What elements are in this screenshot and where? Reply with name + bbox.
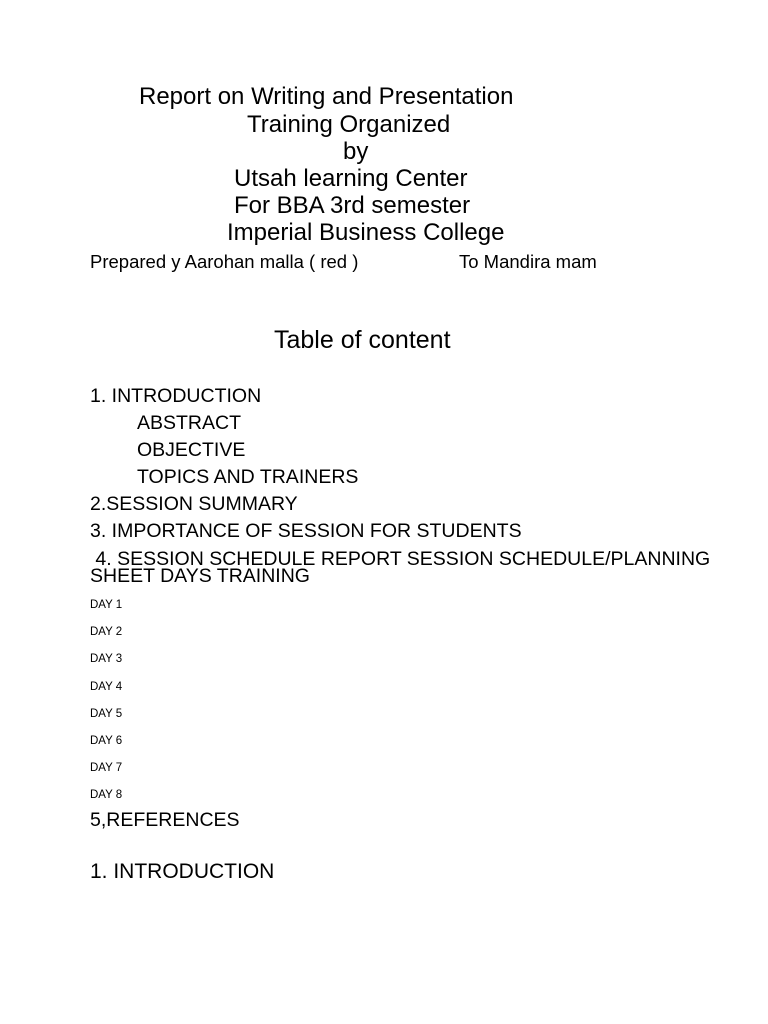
toc-item-introduction: 1. INTRODUCTION: [90, 385, 262, 407]
day-item-8: DAY 8: [90, 789, 123, 801]
toc-item-abstract: ABSTRACT: [137, 412, 242, 434]
prepared-by: Prepared y Aarohan malla ( red ): [90, 251, 359, 272]
prepared-to: To Mandira mam: [459, 251, 597, 272]
toc-item-session-summary: 2.SESSION SUMMARY: [90, 493, 298, 515]
toc-item-schedule-continued: SHEET DAYS TRAINING: [90, 565, 310, 587]
day-item-7: DAY 7: [90, 762, 123, 774]
day-item-6: DAY 6: [90, 735, 123, 747]
title-line-6: Imperial Business College: [227, 219, 505, 246]
toc-item-references: 5,REFERENCES: [90, 809, 240, 831]
toc-item-schedule: 4. SESSION SCHEDULE REPORT SESSION SCHEDULE/PLANNING: [90, 548, 711, 570]
section-heading-introduction: 1. INTRODUCTION: [90, 860, 275, 883]
title-line-3: by: [343, 138, 369, 165]
toc-item-topics-trainers: TOPICS AND TRAINERS: [137, 466, 359, 488]
title-line-2: Training Organized: [247, 111, 451, 138]
day-item-4: DAY 4: [90, 681, 123, 693]
title-line-1: Report on Writing and Presentation: [139, 83, 514, 110]
day-item-3: DAY 3: [90, 653, 123, 665]
day-item-2: DAY 2: [90, 626, 123, 638]
title-line-5: For BBA 3rd semester: [234, 192, 471, 219]
toc-heading: Table of content: [274, 326, 451, 354]
day-item-1: DAY 1: [90, 599, 123, 611]
title-line-4: Utsah learning Center: [234, 165, 468, 192]
toc-item-objective: OBJECTIVE: [137, 439, 246, 461]
day-item-5: DAY 5: [90, 708, 123, 720]
toc-item-importance: 3. IMPORTANCE OF SESSION FOR STUDENTS: [90, 520, 522, 542]
